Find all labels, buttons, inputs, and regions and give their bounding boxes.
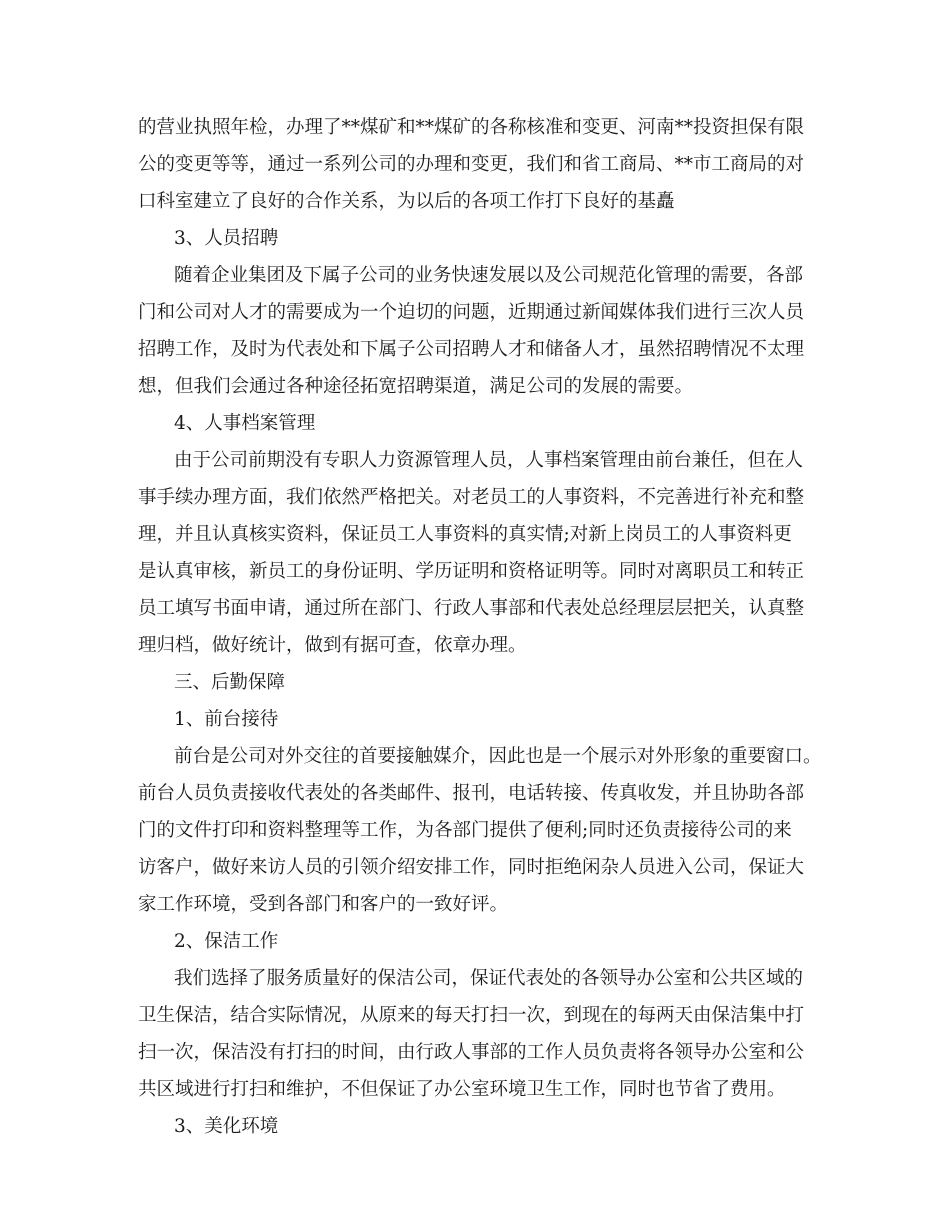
text-line: 卫生保洁，结合实际情况，从原来的每天打扫一次，到现在的每两天由保洁集中打	[138, 1005, 805, 1026]
section-heading: 3、美化环境	[174, 1116, 279, 1137]
section-heading: 1、前台接待	[174, 709, 279, 730]
text-line: 由于公司前期没有专职人力资源管理人员，人事档案管理由前台兼任，但在人	[174, 450, 804, 471]
text-line: 员工填写书面申请，通过所在部门、行政人事部和代表处总经理层层把关，认真整	[138, 598, 805, 619]
section-heading: 三、后勤保障	[174, 672, 286, 693]
section-heading: 3、人员招聘	[174, 228, 279, 249]
text-line: 访客户，做好来访人员的引领介绍安排工作，同时拒绝闲杂人员进入公司，保证大	[138, 857, 805, 878]
text-line: 扫一次，保洁没有打扫的时间，由行政人事部的工作人员负责将各领导办公室和公	[138, 1042, 805, 1063]
text-line: 门和公司对人才的需要成为一个迫切的问题，近期通过新闻媒体我们进行三次人员	[138, 302, 805, 323]
text-line: 是认真审核，新员工的身份证明、学历证明和资格证明等。同时对离职员工和转正	[138, 561, 805, 582]
text-line: 招聘工作，及时为代表处和下属子公司招聘人才和储备人才，虽然招聘情况不太理	[138, 339, 805, 360]
text-line: 门的文件打印和资料整理等工作，为各部门提供了便利;同时还负责接待公司的来	[138, 820, 792, 841]
text-line: 口科室建立了良好的合作关系，为以后的各项工作打下良好的基矗	[138, 191, 675, 212]
text-line: 事手续办理方面，我们依然严格把关。对老员工的人事资料，不完善进行补充和整	[138, 487, 805, 508]
section-heading: 4、人事档案管理	[174, 413, 316, 434]
text-line: 的营业执照年检，办理了**煤矿和**煤矿的各称核准和变更、河南**投资担保有限	[138, 117, 805, 138]
text-line: 公的变更等等，通过一系列公司的办理和变更，我们和省工商局、**市工商局的对	[138, 154, 805, 175]
text-line: 随着企业集团及下属子公司的业务快速发展以及公司规范化管理的需要，各部	[174, 265, 804, 286]
section-heading: 2、保洁工作	[174, 931, 279, 952]
text-line: 前台是公司对外交往的首要接触媒介，因此也是一个展示对外形象的重要窗口。	[174, 746, 822, 767]
text-line: 理归档，做好统计，做到有据可查，依章办理。	[138, 635, 527, 656]
text-line: 想，但我们会通过各种途径拓宽招聘渠道，满足公司的发展的需要。	[138, 376, 694, 397]
text-line: 前台人员负责接收代表处的各类邮件、报刊，电话转接、传真收发，并且协助各部	[138, 783, 805, 804]
text-line: 理，并且认真核实资料，保证员工人事资料的真实情;对新上岗员工的人事资料更	[138, 524, 792, 545]
text-line: 家工作环境，受到各部门和客户的一致好评。	[138, 894, 509, 915]
text-line: 我们选择了服务质量好的保洁公司，保证代表处的各领导办公室和公共区域的	[174, 968, 804, 989]
text-line: 共区域进行打扫和维护，不但保证了办公室环境卫生工作，同时也节省了费用。	[138, 1079, 786, 1100]
